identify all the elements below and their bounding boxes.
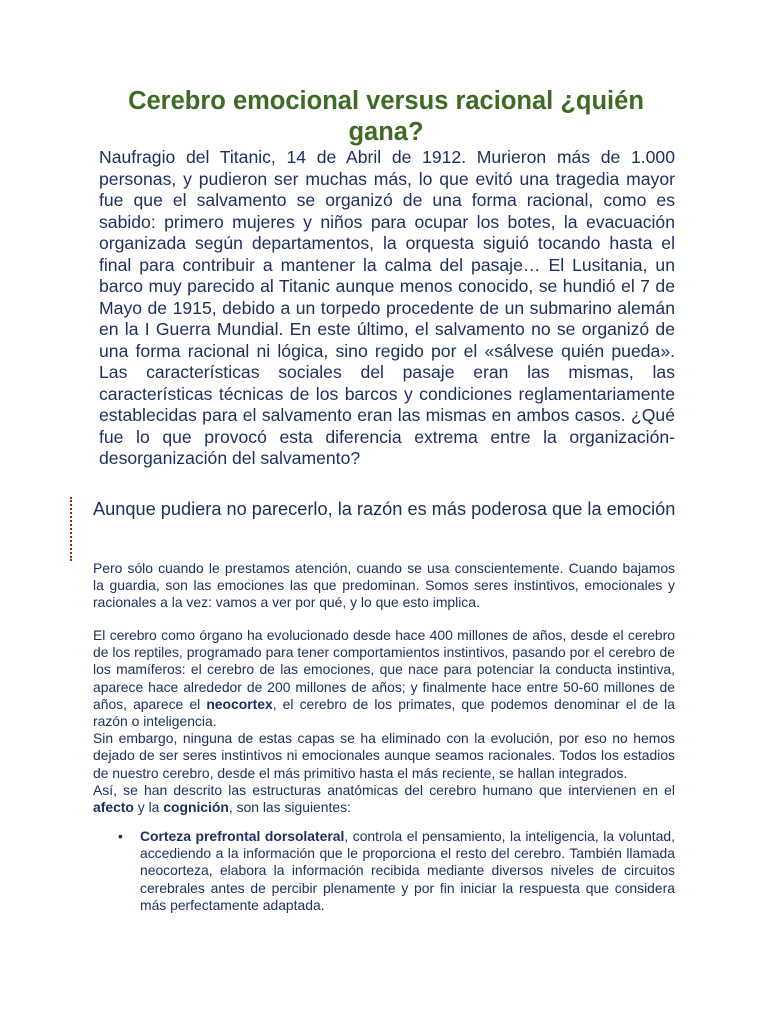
- paragraph-layers: Sin embargo, ninguna de estas capas se ha eliminado con la evolución, por eso no hemos dejado de ser seres instintivos ni emocionales aunque seamos racionales. Todos los estadios de nuestro cerebro, desde el más primitivo hasta el más reciente, se hallan integrados.: [93, 730, 675, 781]
- list-item: [93, 828, 675, 914]
- paragraph-structures-text-mid: y la: [133, 799, 164, 816]
- paragraph-evolution-text-a: El cerebro como órgano ha evolucionado desde hace 400 millones de años, desde el cerebro de los reptiles, programado para tener comportamientos instintivos, pasando por el cerebro de los mamíferos: el cerebro de las emociones, que nace para potenciar la conducta instintiva, aparece hace alrededor de 200 millones de años; y finalmente hace entre 50-60 millones de años, aparece el: [93, 627, 675, 712]
- paragraph-evolution-text-b: , el cerebro de los primates, que podemos denominar el de la razón o inteligencia.: [93, 695, 675, 730]
- structures-list: [93, 828, 675, 914]
- section-heading: Aunque pudiera no parecerlo, la razón es más poderosa que la emoción: [93, 499, 676, 519]
- section-side-rule: [70, 497, 72, 561]
- page-title: Cerebro emocional versus racional ¿quién gana?: [128, 87, 644, 146]
- lead-paragraph: Naufragio del Titanic, 14 de Abril de 1912. Murieron más de 1.000 personas, y pudieron ser muchas más, lo que evitó una tragedia mayor fue que el salvamento se organizó de una forma racional, como es sabido: primero mujeres y niños para ocupar los botes, la evacuación organizada según departamentos, la orquesta siguió tocando hasta el final para contribuir a mantener la calma del pasaje… El Lusitania, un barco muy parecido al Titanic aunque menos conocido, se hundió el 7 de Mayo de 1915, debido a un torpedo procedente de un submarino alemán en la I Guerra Mundial. En este último, el salvamento no se organizó de una forma racional ni lógica, sino regido por el «sálvese quién pueda». Las características sociales del pasaje eran las mismas, las características técnicas de los barcos y condiciones reglamentariamente establecidas para el salvamento eran las mismas en ambos casos. ¿Qué fue lo que provocó esta diferencia extrema entre la organización-desorganización del salvamento?: [99, 147, 675, 468]
- paragraph-structures: [93, 782, 675, 816]
- bullet-icon: •: [118, 828, 123, 844]
- paragraph-structures-bold-affect: afecto: [93, 799, 134, 816]
- paragraph-evolution-block: [93, 627, 675, 816]
- list-item-text: , controla el pensamiento, la inteligencia, la voluntad, accediendo a la información que le proporciona el resto del cerebro. También llamada neocorteza, elabora la información recibida mediante diversos niveles de circuitos cerebrales antes de percibir plenamente y por fin iniciar la respuesta que considera más perfectamente adaptada.: [140, 828, 675, 913]
- paragraph-structures-text-a: Así, se han descrito las estructuras anatómicas del cerebro humano que intervienen en el: [93, 781, 675, 798]
- paragraph-structures-bold-cognition: cognición: [163, 799, 229, 816]
- paragraph-structures-text-b: , son las siguientes:: [228, 799, 351, 816]
- list-item-bold: Corteza prefrontal dorsolateral: [140, 828, 345, 844]
- paragraph-evolution: [93, 627, 675, 730]
- paragraph-evolution-bold: neocortex: [206, 695, 273, 712]
- paragraph-attention: Pero sólo cuando le prestamos atención, cuando se usa conscientemente. Cuando bajamos la guardia, son las emociones las que predominan. Somos seres instintivos, emocionales y racionales a la vez: vamos a ver por qué, y lo que esto implica.: [93, 560, 675, 611]
